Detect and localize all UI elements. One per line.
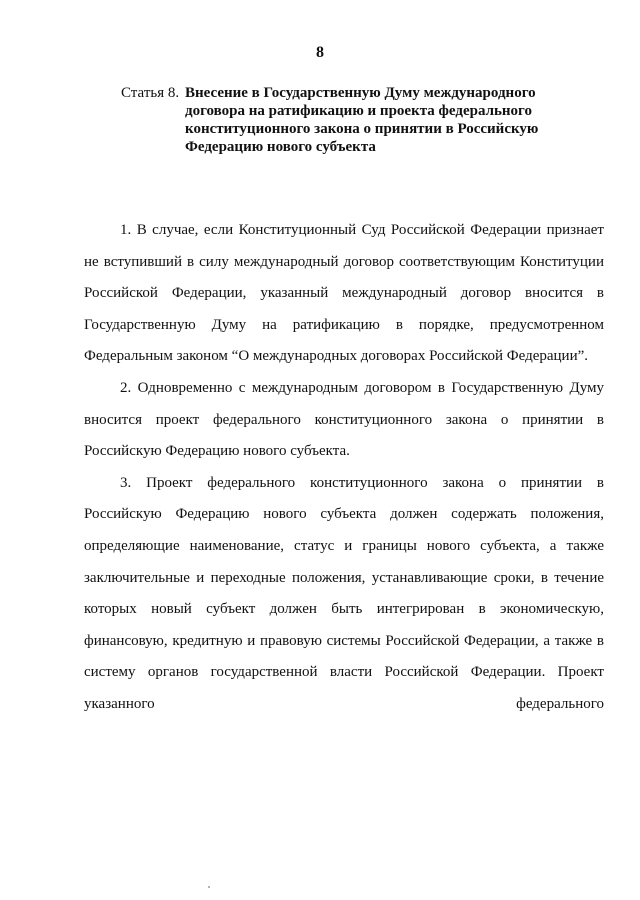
page-number: 8 [316, 44, 324, 61]
article-title-line: договора на ратификацию и проекта федерального [185, 103, 532, 119]
article-title [185, 84, 581, 156]
article-label: Статья 8. [121, 85, 180, 101]
article-body [84, 215, 604, 721]
paragraph-3: 3. Проект федерального конституционного закона о принятии в Российскую Федерацию нового субъекта должен содержать положения, определяющие наименование, статус и границы нового субъекта, а также заключительные и переходные положения, устанавливающие сроки, в течение которых новый субъект должен быть интегрирован в экономическую, финансовую, кредитную и правовую системы Российской Федерации, а также в систему органов государственной власти Российской Федерации. Проект указанного федерального [84, 474, 604, 712]
article-title-line: Внесение в Государственную Думу международного [185, 85, 536, 101]
article-title-line: конституционного закона о принятии в Российскую [185, 121, 539, 137]
paragraph-2: 2. Одновременно с международным договором в Государственную Думу вносится проект федерального конституционного закона о принятии в Российскую Федерацию нового субъекта. [84, 379, 604, 460]
article-title-line: Федерацию нового субъекта [185, 139, 376, 155]
article-heading [121, 84, 581, 156]
scan-artifact-dot [208, 886, 210, 888]
paragraph-1: 1. В случае, если Конституционный Суд Российской Федерации признает не вступивший в силу международный договор соответствующим Конституции Российской Федерации, указанный международный договор вносится в Государственную Думу на ратификацию в порядке, предусмотренном Федеральным законом “О международных договорах Российской Федерации”. [84, 222, 604, 365]
